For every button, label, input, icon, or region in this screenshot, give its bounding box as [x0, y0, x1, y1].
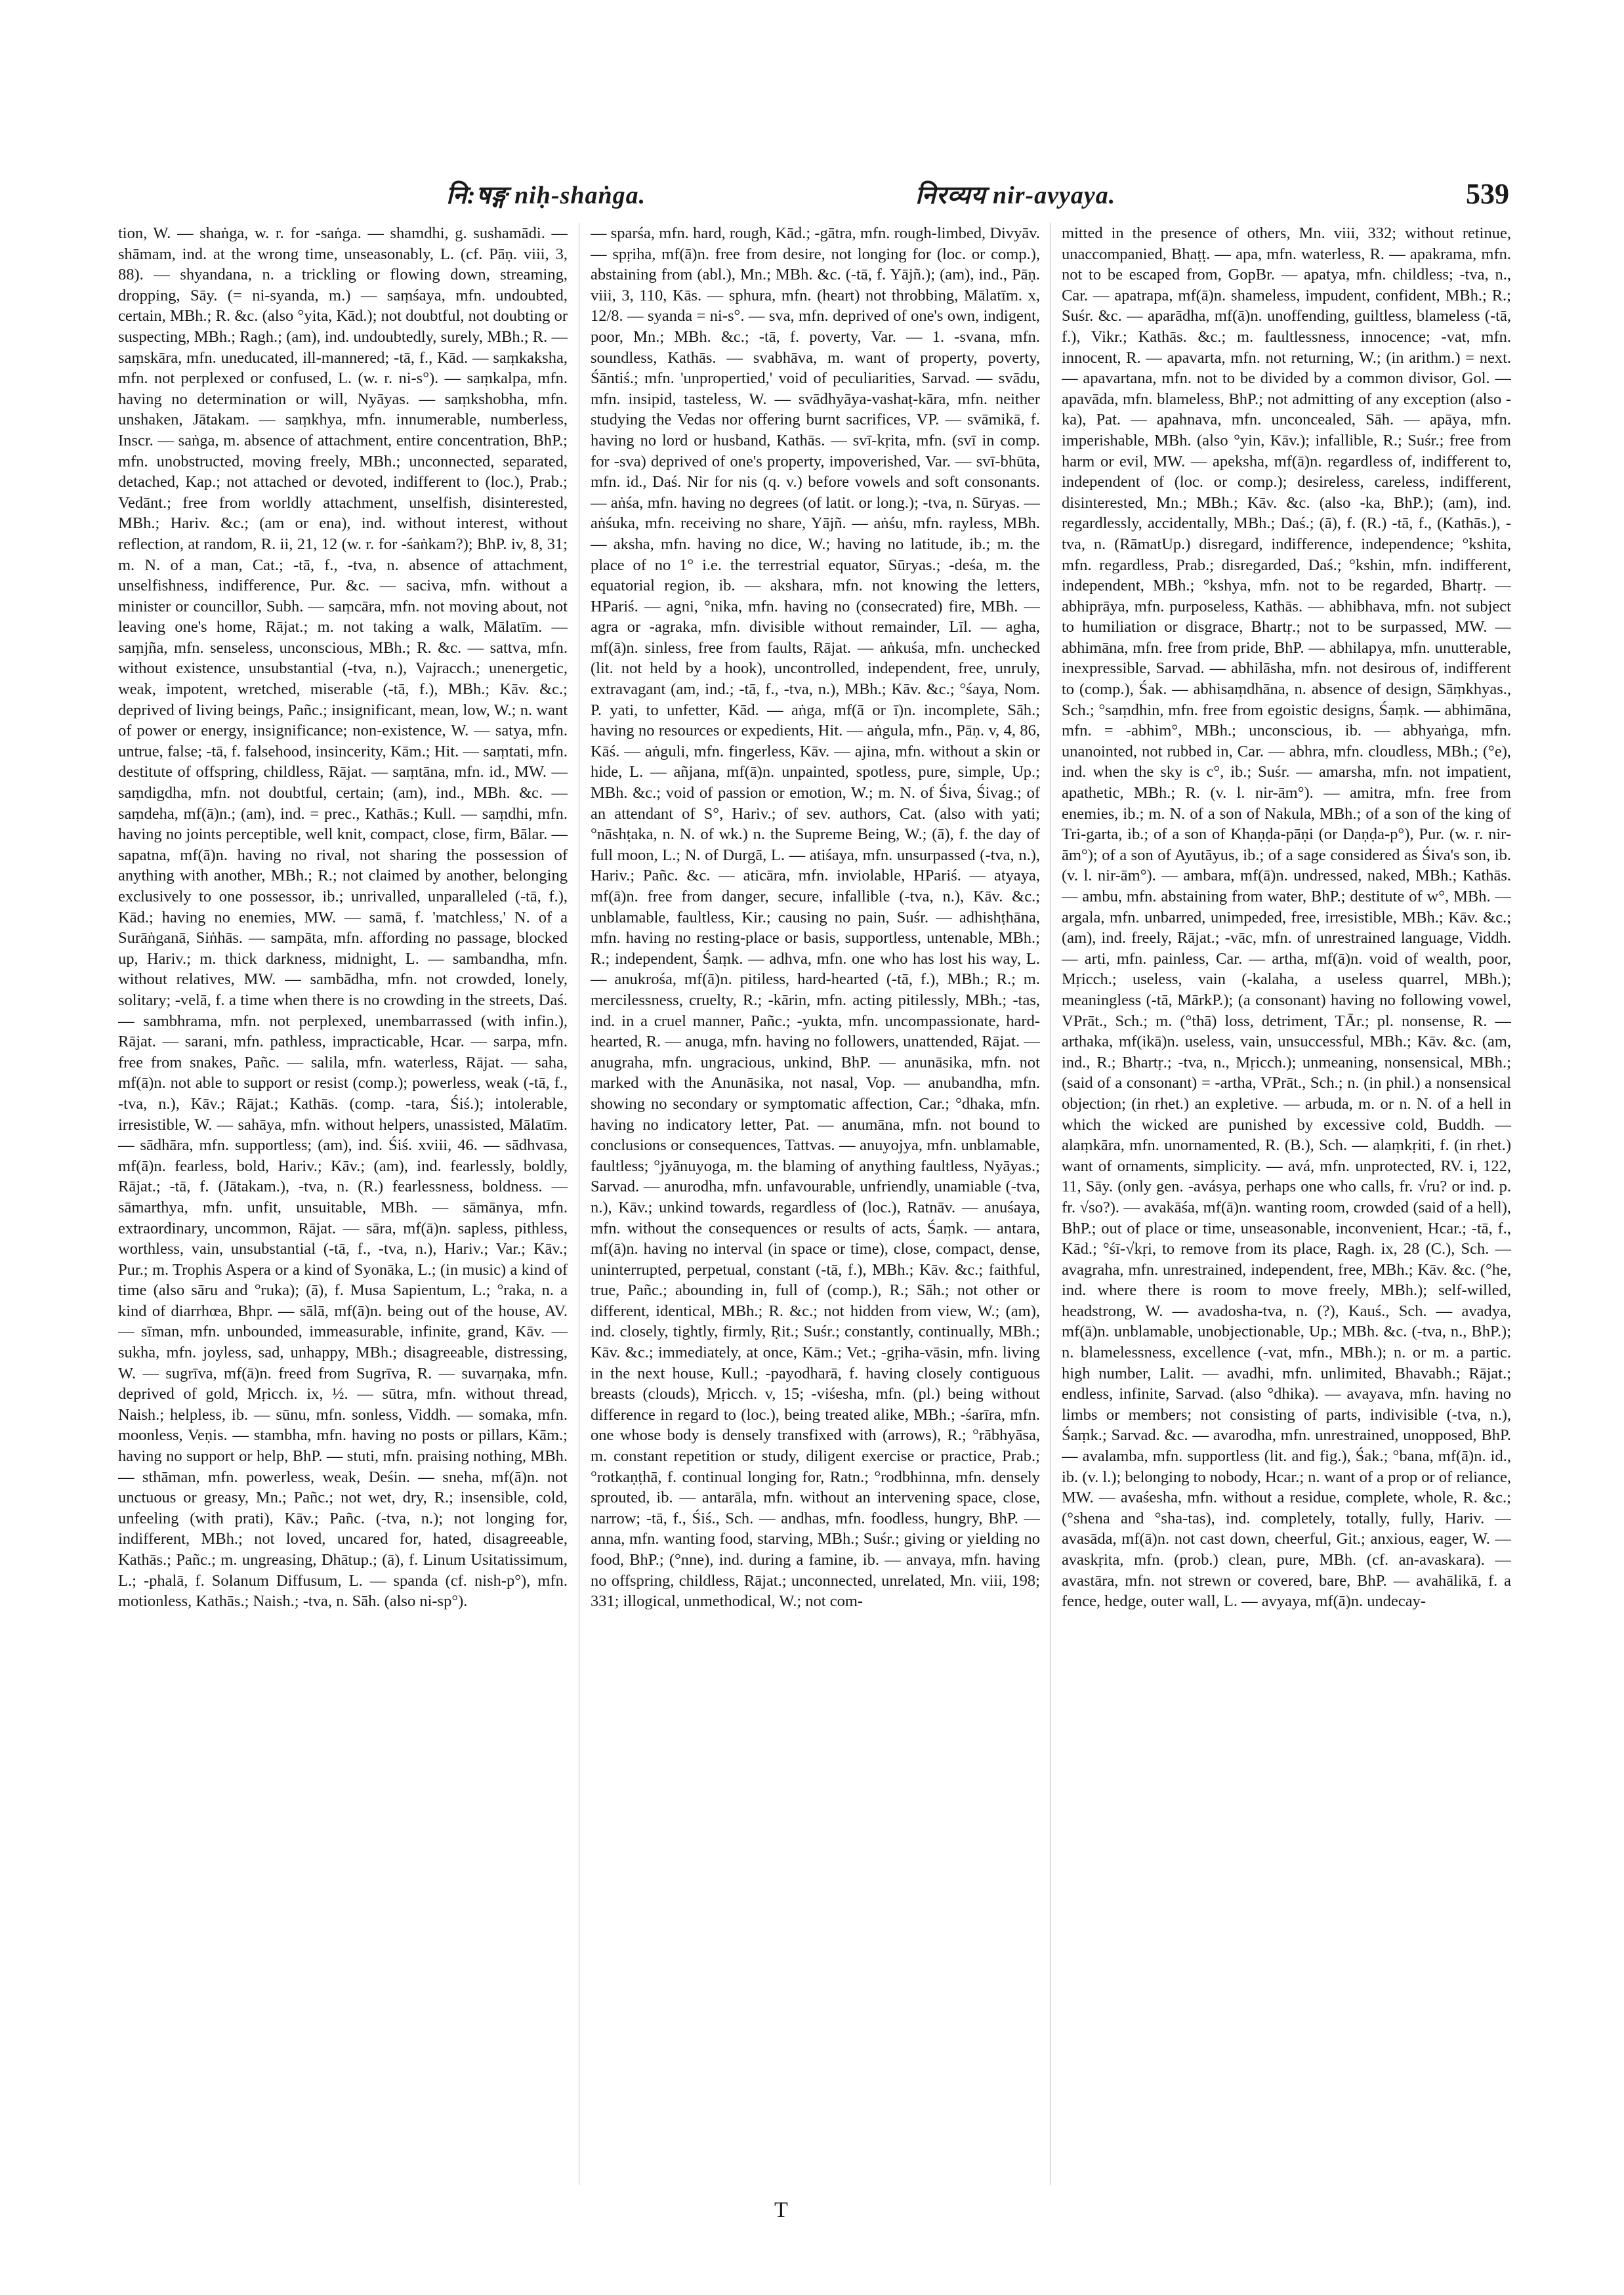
column-divider: [1050, 223, 1051, 2185]
column-2: — sparśa, mfn. hard, rough, Kād.; -gātra, mfn. rough-limbed, Divyāv. — spṛiha, mf(ā)n. free from desire, not longing for (loc. or comp.), abstaining from (abl.), Mn.; MBh. &c. (-tā, f. Yājñ.); (am), ind., Pāṇ. viii, 3, 110, Kās. — sphura, mfn. (heart) not throbbing, Mālatīm. x, 12/8. — syanda = ni-s°. — sva, mfn. deprived of one's own, indigent, poor, Mn.; MBh. &c.; -tā, f. poverty, Var. — 1. -svana, mfn. soundless, Kathās. — svabhāva, m. want of property, poverty, Śāntiś.; mfn. 'unpropertied,' void of peculiarities, Sarvad. — svādu, mfn. insipid, tasteless, W. — svādhyāya-vashaṭ-kāra, mfn. neither studying the Vedas nor offering burnt sacrifices, VP. — svāmikā, f. having no lord or husband, Kathās. — svī-kṛita, mfn. (svī in comp. for -sva) deprived of one's property, impoverished, Var. — svī-bhūta, mfn. id., Daś. Nir for nis (q. v.) before vowels and soft consonants. — aṅśa, mfn. having no degrees (of latit. or long.); -tva, n. Sūryas. — aṅśuka, mfn. receiving no share, Yājñ. — aṅśu, mfn. rayless, MBh. — aksha, mfn. having no dice, W.; having no latitude, ib.; m. the place of no 1° i.e. the terrestrial equator, Sūryas.; -deśa, m. the equatorial region, ib. — akshara, mfn. not knowing the letters, HPariś. — agni, °nika, mfn. having no (consecrated) fire, MBh. — agra or -agraka, mfn. divisible without remainder, Līl. — agha, mf(ā)n. sinless, free from faults, Rājat. — aṅkuśa, mfn. unchecked (lit. not held by a hook), uncontrolled, independent, free, unruly, extravagant (am, ind.; -tā, f., -tva, n.), MBh.; Kāv. &c.; °śaya, Nom. P. yati, to unfetter, Kād. — aṅga, mf(ā or ī)n. incomplete, Sāh.; having no resources or expedients, Hit. — aṅgula, mfn., Pāṇ. v, 4, 86, Kāś. — aṅguli, mfn. fingerless, Kāv. — ajina, mfn. without a skin or hide, L. — añjana, mf(ā)n. unpainted, spotless, pure, simple, Up.; MBh. &c.; void of passion or emotion, W.; m. N. of Śiva, Śivag.; of an attendant of S°, Hariv.; of sev. authors, Cat. (also with yati; °nāshṭaka, n. N. of wk.) n. the Supreme Being, W.; (ā), f. the day of full moon, L.; N. of Durgā, L. — atiśaya, mfn. unsurpassed (-tva, n.), Hariv.; Pañc. &c. — aticāra, mfn. inviolable, HPariś. — atyaya, mf(ā)n. free from danger, secure, infallible (-tva, n.), Kāv. &c.; unblamable, faultless, Kir.; causing no pain, Suśr. — adhishṭhāna, mfn. having no resting-place or basis, supportless, untenable, MBh.; R.; independent, Śaṃk. — adhva, mfn. one who has lost his way, L. — anukrośa, mf(ā)n. pitiless, hard-hearted (-tā, f.), MBh.; R.; m. mercilessness, cruelty, R.; -kārin, mfn. acting pitilessly, MBh.; -tas, ind. in a cruel manner, Pañc.; -yukta, mfn. uncompassionate, hard-hearted, R. — anuga, mfn. having no followers, unattended, Rājat. — anugraha, mfn. ungracious, unkind, BhP. — anunāsika, mfn. not marked with the Anunāsika, not nasal, Vop. — anubandha, mfn. showing no secondary or symptomatic affection, Car.; °dhaka, mfn. having no indicatory letter, Pat. — anumāna, mfn. not bound to conclusions or consequences, Tattvas. — anuyojya, mfn. unblamable, faultless; °jyānuyoga, m. the blaming of anything faultless, Nyāyas.; Sarvad. — anurodha, mfn. unfavourable, unfriendly, unamiable (-tva, n.), Kāv.; unkind towards, regardless of (loc.), Ratnāv. — anuśaya, mfn. without the consequences or results of acts, Śaṃk. — antara, mf(ā)n. having no interval (in space or time), close, compact, dense, uninterrupted, perpetual, constant (-tā, f.), MBh.; Kāv. &c.; faithful, true, Pañc.; abounding in, full of (comp.), R.; Sāh.; not other or different, identical, MBh.; R. &c.; not hidden from view, W.; (am), ind. closely, tightly, firmly, Ṛit.; Suśr.; constantly, continually, MBh.; Kāv. &c.; immediately, at once, Kām.; Vet.; -gṛiha-vāsin, mfn. living in the next house, Kull.; -payodharā, f. having closely contiguous breasts (clouds), Mṛicch. v, 15; -viśesha, mfn. (pl.) being without difference in regard to (loc.), being treated alike, MBh.; -śarīra, mfn. one whose body is densely transfixed with (arrows), R.; °rābhyāsa, m. constant repetition or study, diligent exercise or practice, Prab.; °rotkaṇṭhā, f. continual longing for, Ratn.; °rodbhinna, mfn. densely sprouted, ib. — antarāla, mfn. without an intervening space, close, narrow; -tā, f., Śiś., Sch. — andhas, mfn. foodless, hungry, BhP. — anna, mfn. wanting food, starving, MBh.; Suśr.; giving or yielding no food, BhP.; (°nne), ind. during a famine, ib. — anvaya, mfn. having no offspring, childless, Rājat.; unconnected, unrelated, Mn. viii, 198; 331; illogical, unmethodical, W.; not com-: [591, 224, 1040, 1611]
dictionary-columns: [118, 223, 1509, 2191]
running-head-left: नि:षङ्ग niḥ-shaṅga.: [446, 182, 646, 209]
column-1: tion, W. — shaṅga, w. r. for -saṅga. — shamdhi, g. sushamādi. — shāmam, ind. at the wrong time, unseasonably, L. (cf. Pāṇ. viii, 3, 88). — shyandana, n. a trickling or flowing down, streaming, dropping, Sāy. (= ni-syanda, m.) — saṃśaya, mfn. undoubted, certain, MBh.; R. &c. (also °yita, Kād.); not doubtful, not doubting or suspecting, MBh.; Ragh.; (am), ind. undoubtedly, surely, MBh.; R. — saṃskāra, mfn. uneducated, ill-mannered; -tā, f., Kād. — saṃkaksha, mfn. not perplexed or confused, L. (w. r. ni-s°). — saṃkalpa, mfn. having no determination or will, Nyāyas. — saṃkshobha, mfn. unshaken, Jātakam. — saṃkhya, mfn. innumerable, numberless, Inscr. — saṅga, m. absence of attachment, entire concentration, BhP.; mfn. unobstructed, moving freely, MBh.; unconnected, separated, detached, Kap.; not attached or devoted, indifferent to (loc.), Prab.; Vedānt.; free from worldly attachment, unselfish, disinterested, MBh.; Hariv. &c.; (am or ena), ind. without interest, without reflection, at random, R. ii, 21, 12 (w. r. for -śaṅkam?); BhP. iv, 8, 31; m. N. of a man, Cat.; -tā, f., -tva, n. absence of attachment, unselfishness, indifference, Pur. &c. — saciva, mfn. without a minister or councillor, Subh. — saṃcāra, mfn. not moving about, not leaving one's home, Rājat.; m. not taking a walk, Mālatīm. — saṃjña, mfn. senseless, unconscious, MBh.; R. &c. — sattva, mfn. without existence, unsubstantial (-tva, n.), Vajracch.; unenergetic, weak, impotent, wretched, miserable (-tā, f.), MBh.; Kāv. &c.; deprived of living beings, Pañc.; insignificant, mean, low, W.; n. want of power or energy, insignificance; non-existence, W. — satya, mfn. untrue, false; -tā, f. falsehood, insincerity, Kām.; Hit. — saṃtati, mfn. destitute of offspring, childless, Rājat. — saṃtāna, mfn. id., MW. — saṃdigdha, mfn. not doubtful, certain; (am), ind., MBh. &c. — saṃdeha, mf(ā)n.; (am), ind. = prec., Kathās.; Kull. — saṃdhi, mfn. having no joints perceptible, well knit, compact, close, firm, Bālar. — sapatna, mf(ā)n. having no rival, not sharing the possession of anything with another, MBh.; R.; not claimed by another, belonging exclusively to one possessor, ib.; unrivalled, unparalleled (-tā, f.), Kād.; having no enemies, MW. — samā, f. 'matchless,' N. of a Surāṅganā, Siṅhās. — sampāta, mfn. affording no passage, blocked up, Hariv.; m. thick darkness, midnight, L. — sambandha, mfn. without relatives, MW. — sambādha, mfn. not crowded, lonely, solitary; -velā, f. a time when there is no crowding in the streets, Daś. — sambhrama, mfn. not perplexed, unembarrassed (with infin.), Rājat. — sarani, mfn. pathless, impracticable, Hcar. — sarpa, mfn. free from snakes, Pañc. — salila, mfn. waterless, Rājat. — saha, mf(ā)n. not able to support or resist (comp.); powerless, weak (-tā, f., -tva, n.), Kāv.; Rājat.; Kathās. (comp. -tara, Śiś.); intolerable, irresistible, W. — sahāya, mfn. without helpers, unassisted, Mālatīm. — sādhāra, mfn. supportless; (am), ind. Śiś. xviii, 46. — sādhvasa, mf(ā)n. fearless, bold, Hariv.; Kāv.; (am), ind. fearlessly, boldly, Rājat.; -tā, f. (Jātakam.), -tva, n. (R.) fearlessness, boldness. — sāmarthya, mfn. unfit, unsuitable, MBh. — sāmānya, mfn. extraordinary, uncommon, Rājat. — sāra, mf(ā)n. sapless, pithless, worthless, vain, unsubstantial (-tā, f., -tva, n.), Hariv.; Var.; Kāv.; Pur.; m. Trophis Aspera or a kind of Syonāka, L.; (in music) a kind of time (also sāru and °ruka); (ā), f. Musa Sapientum, L.; °raka, n. a kind of diarrhœa, Bhpr. — sālā, mf(ā)n. being out of the house, AV. — sīman, mfn. unbounded, immeasurable, infinite, grand, Kāv. — sukha, mfn. joyless, sad, unhappy, MBh.; disagreeable, distressing, W. — sugrīva, mf(ā)n. freed from Sugrīva, R. — suvarṇaka, mfn. deprived of gold, Mṛicch. ix, ½. — sūtra, mfn. without thread, Naish.; helpless, ib. — sūnu, mfn. sonless, Viddh. — somaka, mfn. moonless, Veṇis. — stambha, mfn. having no posts or pillars, Kām.; having no support or help, BhP. — stuti, mfn. praising nothing, MBh. — sthāman, mfn. powerless, weak, Deśin. — sneha, mf(ā)n. not unctuous or greasy, Mn.; Pañc.; not wet, dry, R.; insensible, cold, unfeeling (with prati), Kāv.; Pañc. (-tva, n.); not longing for, indifferent, MBh.; not loved, uncared for, hated, disagreeable, Kathās.; Pañc.; m. ungreasing, Dhātup.; (ā), f. Linum Usitatissimum, L.; -phalā, f. Solanum Diffusum, L. — spanda (cf. nish-p°), mfn. motionless, Kathās.; Naish.; -tva, n. Sāh. (also ni-sp°).: [118, 224, 568, 1611]
page-number: 539: [1466, 178, 1509, 210]
running-head: [118, 177, 1509, 217]
running-head-center: निरव्यय nir-avyaya.: [915, 182, 1116, 209]
column-3: mitted in the presence of others, Mn. viii, 332; without retinue, unaccompanied, Bhaṭṭ. — apa, mfn. waterless, R. — apakrama, mfn. not to be escaped from, GopBr. — apatya, mfn. childless; -tva, n., Car. — apatrapa, mf(ā)n. shameless, impudent, confident, MBh.; R.; Suśr. &c. — aparādha, mf(ā)n. unoffending, guiltless, blameless (-tā, f.), Vikr.; Kathās. &c.; m. faultlessness, innocence; -vat, mfn. innocent, R. — apavarta, mfn. not returning, W.; (in arithm.) = next. — apavartana, mfn. not to be divided by a common divisor, Gol. — apavāda, mfn. blameless, BhP.; not admitting of any exception (also -ka), Pat. — apahnava, mfn. unconcealed, Sāh. — apāya, mfn. imperishable, MBh. (also °yin, Kāv.); infallible, R.; Suśr.; free from harm or evil, MW. — apeksha, mf(ā)n. regardless of, indifferent to, independent of (loc. or comp.); desireless, careless, indifferent, disinterested, Mn.; MBh.; Kāv. &c. (also -ka, BhP.); (am), ind. regardlessly, accidentally, MBh.; Daś.; (ā), f. (R.) -tā, f., (Kathās.), -tva, n. (RāmatUp.) disregard, indifference, independence; °kshita, mfn. regardless, Prab.; disregarded, Daś.; °kshin, mfn. indifferent, independent, MBh.; °kshya, mfn. not to be regarded, Bhartṛ. — abhiprāya, mfn. purposeless, Kathās. — abhibhava, mfn. not subject to humiliation or disgrace, Bhartṛ.; not to be surpassed, MW. — abhimāna, mfn. free from pride, BhP. — abhilapya, mfn. unutterable, inexpressible, Sarvad. — abhilāsha, mfn. not desirous of, indifferent to (comp.), Śak. — abhisaṃdhāna, n. absence of design, Sāṃkhyas., Sch.; °saṃdhin, mfn. free from egoistic designs, Śaṃk. — abhimāna, mfn. = -abhim°, MBh.; unconscious, ib. — abhyaṅga, mfn. unanointed, not rubbed in, Car. — abhra, mfn. cloudless, MBh.; (°e), ind. when the sky is c°, ib.; Suśr. — amarsha, mfn. not impatient, apathetic, MBh.; R. (v. l. nir-ām°). — amitra, mfn. free from enemies, ib.; m. N. of a son of Nakula, MBh.; of a son of the king of Tri-garta, ib.; of a son of Khaṇḍa-pāṇi (or Daṇḍa-p°), Pur. (w. r. nir-ām°); of a son of Ayutāyus, ib.; of a sage considered as Śiva's son, ib. (v. l. nir-ām°). — ambara, mf(ā)n. undressed, naked, MBh.; Kathās. — ambu, mfn. abstaining from water, BhP.; destitute of w°, MBh. — argala, mfn. unbarred, unimpeded, free, irresistible, MBh.; Kāv. &c.; (am), ind. freely, Rājat.; -vāc, mfn. of unrestrained language, Viddh. — arti, mfn. painless, Car. — artha, mf(ā)n. void of wealth, poor, Mṛicch.; useless, vain (-kalaha, a useless quarrel, MBh.); meaningless (-tā, MārkP.); (a consonant) having no following vowel, VPrāt., Sch.; m. (°thā) loss, detriment, TĀr.; pl. nonsense, R. — arthaka, mf(ikā)n. useless, vain, unsuccessful, MBh.; Kāv. &c. (am, ind., R.; Bhartṛ.; -tva, n., Mṛicch.); unmeaning, nonsensical, MBh.; (said of a consonant) = -artha, VPrāt., Sch.; n. (in phil.) a nonsensical objection; (in rhet.) an expletive. — arbuda, m. or n. N. of a hell in which the wicked are punished by excessive cold, Buddh. — alaṃkāra, mfn. unornamented, R. (B.), Sch. — alaṃkṛiti, f. (in rhet.) want of ornaments, simplicity. — avá, mfn. unprotected, RV. i, 122, 11, Sāy. (only gen. -avásya, perhaps one who calls, fr. √ru? or ind. p. fr. √so?). — avakāśa, mf(ā)n. wanting room, crowded (said of a hell), BhP.; out of place or time, unseasonable, inconvenient, Hcar.; -tā, f., Kād.; °śī-√kṛi, to remove from its place, Ragh. ix, 28 (C.), Sch. — avagraha, mfn. unrestrained, independent, free, MBh.; Kāv. &c. (°he, ind. where there is room to move freely, MBh.); self-willed, headstrong, W. — avadosha-tva, n. (?), Kauś., Sch. — avadya, mf(ā)n. unblamable, unobjectionable, Up.; MBh. &c. (-tva, n., BhP.); n. blamelessness, excellence (-vat, mfn., MBh.); n. or m. a partic. high number, Lalit. — avadhi, mfn. unlimited, Bhavabh.; Rājat.; endless, infinite, Sarvad. (also °dhika). — avayava, mfn. having no limbs or members; not consisting of parts, indivisible (-tva, n.), Śaṃk.; Sarvad. &c. — avarodha, mfn. unrestrained, unopposed, BhP. — avalamba, mfn. supportless (lit. and fig.), Śak.; °bana, mf(ā)n. id., ib. (v. l.); belonging to nobody, Hcar.; n. want of a prop or of reliance, MW. — avaśesha, mfn. without a residue, complete, whole, R. &c.; (°shena and °sha-tas), ind. completely, totally, fully, Hariv. — avasāda, mf(ā)n. not cast down, cheerful, Git.; anxious, eager, W. — avaskṛita, mfn. (prob.) clean, pure, MBh. (cf. an-avaskara). — avastāra, mfn. not strewn or covered, bare, BhP. — avahālikā, f. a fence, hedge, outer wall, L. — avyaya, mf(ā)n. undecay-: [1062, 224, 1511, 1611]
signature-mark: T: [774, 2198, 788, 2222]
